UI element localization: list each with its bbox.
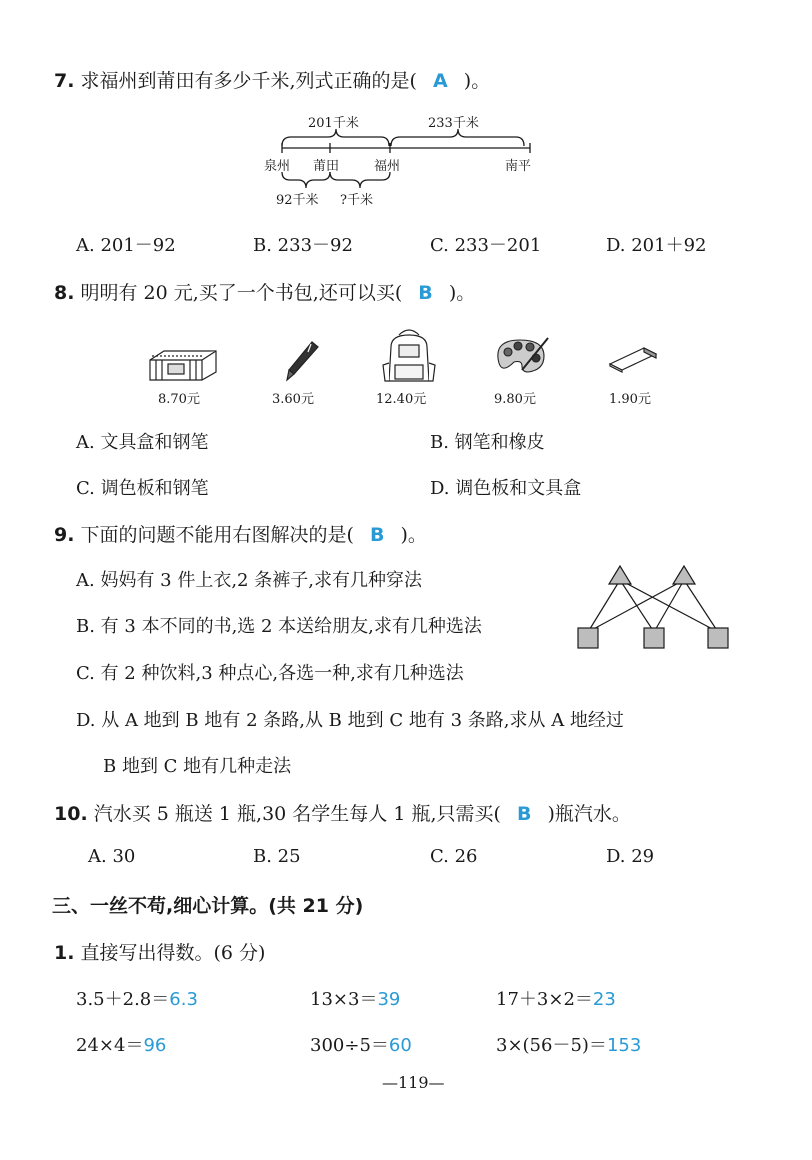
- q10-text-end: )瓶汽水。: [547, 803, 631, 825]
- q7-place-nanping: 南平: [505, 159, 532, 174]
- q7-option-a: A. 201－92: [76, 235, 176, 256]
- palette-icon: [492, 336, 552, 378]
- q10-option-d: D. 29: [606, 846, 655, 867]
- q9-option-b: B. 有 3 本不同的书,选 2 本送给朋友,求有几种选法: [76, 616, 482, 637]
- q7-label-201: 201千米: [308, 116, 359, 131]
- q7-place-putian: 莆田: [313, 159, 340, 174]
- q8-stem: [54, 278, 475, 305]
- q9-combination-diagram: [570, 560, 740, 656]
- calc-answer: 39: [377, 989, 401, 1010]
- q7-text: 求福州到莆田有多少千米,列式正确的是(: [80, 70, 417, 92]
- pencil-case-icon: [146, 348, 220, 382]
- calc-answer: 6.3: [169, 989, 198, 1010]
- price-palette: 9.80元: [494, 392, 536, 407]
- calc-expr: 24×4＝: [76, 1035, 144, 1056]
- q8-option-a: A. 文具盒和钢笔: [76, 432, 209, 453]
- price-eraser: 1.90元: [609, 392, 651, 407]
- q9-option-c: C. 有 2 种饮料,3 种点心,各选一种,求有几种选法: [76, 663, 464, 684]
- calc-expr: 17＋3×2＝: [496, 989, 593, 1010]
- q7-label-unknown: ?千米: [340, 193, 373, 208]
- calc1-text: 直接写出得数。(6 分): [80, 942, 266, 964]
- q9-text-end: )。: [400, 524, 427, 546]
- q9-option-a: A. 妈妈有 3 件上衣,2 条裤子,求有几种穿法: [76, 570, 422, 591]
- q9-stem: [54, 520, 427, 547]
- calc-expr: 300÷5＝: [310, 1035, 389, 1056]
- backpack-icon: [379, 325, 439, 385]
- q7-label-92: 92千米: [276, 193, 319, 208]
- q9-number: 9.: [54, 524, 75, 546]
- q10-option-b: B. 25: [253, 846, 301, 867]
- calc1-number: 1.: [54, 942, 75, 964]
- price-pencil-case: 8.70元: [158, 392, 200, 407]
- calc-answer: 96: [143, 1035, 167, 1056]
- calc-expr: 13×3＝: [310, 989, 378, 1010]
- q9-option-d: D. 从 A 地到 B 地有 2 条路,从 B 地到 C 地有 3 条路,求从 A 地经过: [76, 710, 624, 731]
- calc-item-6: [496, 1031, 641, 1057]
- q9-answer: B: [369, 524, 385, 546]
- calc-expr: 3×(56－5)＝: [496, 1035, 607, 1056]
- q10-option-c: C. 26: [430, 846, 478, 867]
- calc-answer: 60: [388, 1035, 412, 1056]
- q7-option-c: C. 233－201: [430, 235, 542, 256]
- q7-label-233: 233千米: [428, 116, 479, 131]
- q8-option-b: B. 钢笔和橡皮: [430, 432, 545, 453]
- q8-answer: B: [418, 282, 433, 304]
- q10-text: 汽水买 5 瓶送 1 瓶,30 名学生每人 1 瓶,只需买(: [93, 803, 501, 825]
- q7-option-b: B. 233－92: [253, 235, 353, 256]
- q9-text: 下面的问题不能用右图解决的是(: [80, 524, 354, 546]
- page-number: —119—: [382, 1073, 445, 1092]
- q7-option-d: D. 201＋92: [606, 235, 707, 256]
- pen-icon: [282, 338, 322, 384]
- price-backpack: 12.40元: [376, 392, 427, 407]
- q8-option-d: D. 调色板和文具盒: [430, 478, 582, 499]
- q8-number: 8.: [54, 282, 75, 304]
- q7-place-fuzhou: 福州: [374, 159, 401, 174]
- eraser-icon: [606, 344, 660, 374]
- price-pen: 3.60元: [272, 392, 314, 407]
- calc1-stem: [54, 938, 265, 965]
- calc-item-5: [310, 1031, 412, 1057]
- q10-answer: B: [516, 803, 532, 825]
- q7-answer: A: [433, 70, 448, 92]
- calc-answer: 23: [592, 989, 616, 1010]
- q10-option-a: A. 30: [88, 846, 136, 867]
- q10-stem: [54, 799, 631, 826]
- calc-item-2: [310, 985, 400, 1011]
- q8-text-end: )。: [448, 282, 476, 304]
- q9-option-d-cont: B 地到 C 地有几种走法: [103, 756, 292, 777]
- calc-answer: 153: [606, 1035, 642, 1056]
- calc-item-3: [496, 985, 616, 1011]
- q8-text: 明明有 20 元,买了一个书包,还可以买(: [80, 282, 403, 304]
- q7-place-quanzhou: 泉州: [264, 159, 291, 174]
- calc-item-1: [76, 985, 198, 1011]
- q7-number: 7.: [54, 70, 75, 92]
- q10-number: 10.: [54, 803, 88, 825]
- q8-option-c: C. 调色板和钢笔: [76, 478, 209, 499]
- calc-expr: 3.5＋2.8＝: [76, 989, 170, 1010]
- calc-item-4: [76, 1031, 166, 1057]
- q7-text-end: )。: [463, 70, 491, 92]
- section-3-title: 三、一丝不苟,细心计算。(共 21 分): [52, 895, 364, 917]
